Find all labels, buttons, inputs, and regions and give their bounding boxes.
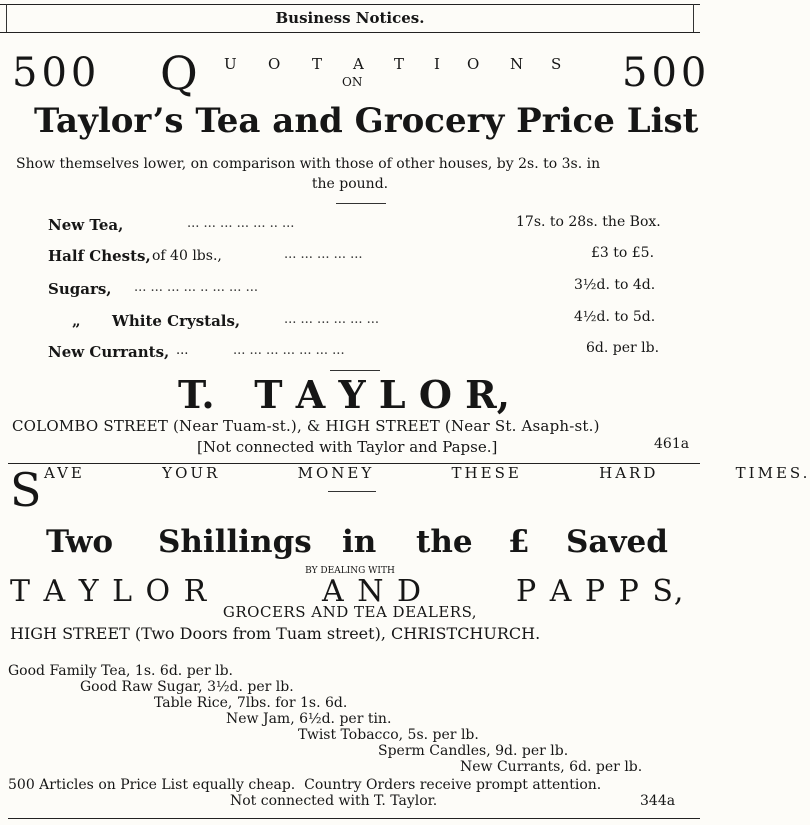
- ad1-short-rule-2: [330, 370, 380, 371]
- section-header: Business Notices.: [275, 9, 425, 27]
- ad2-address: HIGH STREET (Two Doors from Tuam street), CHRISTCHURCH.: [10, 624, 541, 643]
- price-item-value: 17s. to 28s. the Box.: [516, 214, 661, 230]
- ad2-trade: GROCERS AND TEA DEALERS,: [222, 603, 478, 621]
- header-rule: [0, 32, 700, 33]
- quotations-big-q: Q: [160, 46, 198, 100]
- price-item-dots: ... ... ... ... .. ... ... ...: [134, 280, 258, 295]
- ad1-title: Taylor’s Tea and Grocery Price List: [34, 101, 699, 141]
- price-item-value: 6d. per lb.: [586, 340, 660, 356]
- title-word: Shillings: [158, 524, 312, 560]
- quotations-left-number: 500: [12, 50, 101, 96]
- letter: N: [510, 55, 524, 73]
- price-line: Sperm Candles, 9d. per lb.: [378, 743, 569, 759]
- ad1-proprietor: T. T A Y L O R,: [178, 372, 510, 417]
- ad2-by-dealing: BY DEALING WITH: [305, 566, 395, 576]
- ad2-firm-and: A N D: [322, 574, 424, 609]
- ad2-reference: 344a: [640, 793, 676, 809]
- price-item-dots: ... ... ... ... ... ... ...: [233, 343, 345, 358]
- ad2-footer: 500 Articles on Price List equally cheap. Country Orders receive prompt attention.: [8, 777, 602, 793]
- price-line: New Currants, 6d. per lb.: [460, 759, 643, 775]
- ad2-short-rule: [328, 491, 376, 492]
- ad2-firm-right: P A P P S,: [516, 574, 686, 609]
- ad2-big-s: S: [10, 463, 42, 517]
- title-word: Saved: [566, 524, 668, 560]
- price-item-value: 4½d. to 5d.: [574, 309, 656, 325]
- top-rule: [0, 4, 700, 5]
- letter: T: [394, 55, 405, 73]
- ad2-disclaimer: Not connected with T. Taylor.: [230, 793, 438, 809]
- title-word: in: [342, 524, 377, 560]
- price-line: Good Family Tea, 1s. 6d. per lb.: [8, 663, 233, 679]
- ad2-headline: AVE YOUR MONEY THESE HARD TIMES.: [44, 464, 810, 482]
- price-item-prefix: „: [72, 312, 81, 330]
- letter: U: [224, 55, 237, 73]
- price-item-name: White Crystals,: [112, 312, 241, 330]
- price-item-detail: of 40 lbs.,: [152, 248, 222, 264]
- price-line: New Jam, 6½d. per tin.: [226, 711, 392, 727]
- ad1-disclaimer: [Not connected with Taylor and Papse.]: [197, 438, 498, 456]
- price-item-name: Sugars,: [48, 280, 112, 298]
- price-item-value: 3½d. to 4d.: [574, 277, 656, 293]
- price-line: Good Raw Sugar, 3½d. per lb.: [80, 679, 294, 695]
- bottom-rule: [8, 818, 700, 819]
- price-item-name: Half Chests,: [48, 247, 151, 265]
- price-line: Twist Tobacco, 5s. per lb.: [298, 727, 479, 743]
- price-item-dots: ... ... ... ... ... .. ...: [187, 216, 295, 231]
- letter: T: [312, 55, 323, 73]
- ad1-reference: 461a: [654, 436, 690, 452]
- price-item-dots: ... ... ... ... ... ...: [284, 312, 380, 327]
- letter: O: [467, 55, 480, 73]
- price-item-dots: ... ... ... ... ...: [284, 247, 363, 262]
- title-word: £: [508, 524, 530, 560]
- title-word: the: [416, 524, 473, 560]
- ad1-address: COLOMBO STREET (Near Tuam-st.), & HIGH STREET (Near St. Asaph-st.): [12, 417, 600, 435]
- price-item-name: New Currants,: [48, 343, 170, 361]
- letter: I: [434, 55, 440, 73]
- price-item-detail: ...: [176, 343, 189, 358]
- ad1-intro-line1: Show themselves lower, on comparison with those of other houses, by 2s. to 3s. in: [16, 156, 601, 172]
- ad1-short-rule: [336, 203, 386, 204]
- ad1-intro-line2: the pound.: [311, 176, 389, 192]
- ad2-firm-left: T A Y L O R: [10, 574, 209, 609]
- quotations-right-number: 500: [622, 50, 711, 96]
- on-word: ON: [342, 75, 363, 89]
- letter: O: [268, 55, 281, 73]
- price-item-name: New Tea,: [48, 216, 124, 234]
- price-line: Table Rice, 7lbs. for 1s. 6d.: [154, 695, 348, 711]
- price-item-value: £3 to £5.: [591, 245, 655, 261]
- letter: S: [551, 55, 562, 73]
- letter: A: [353, 55, 364, 73]
- title-word: Two: [46, 524, 114, 560]
